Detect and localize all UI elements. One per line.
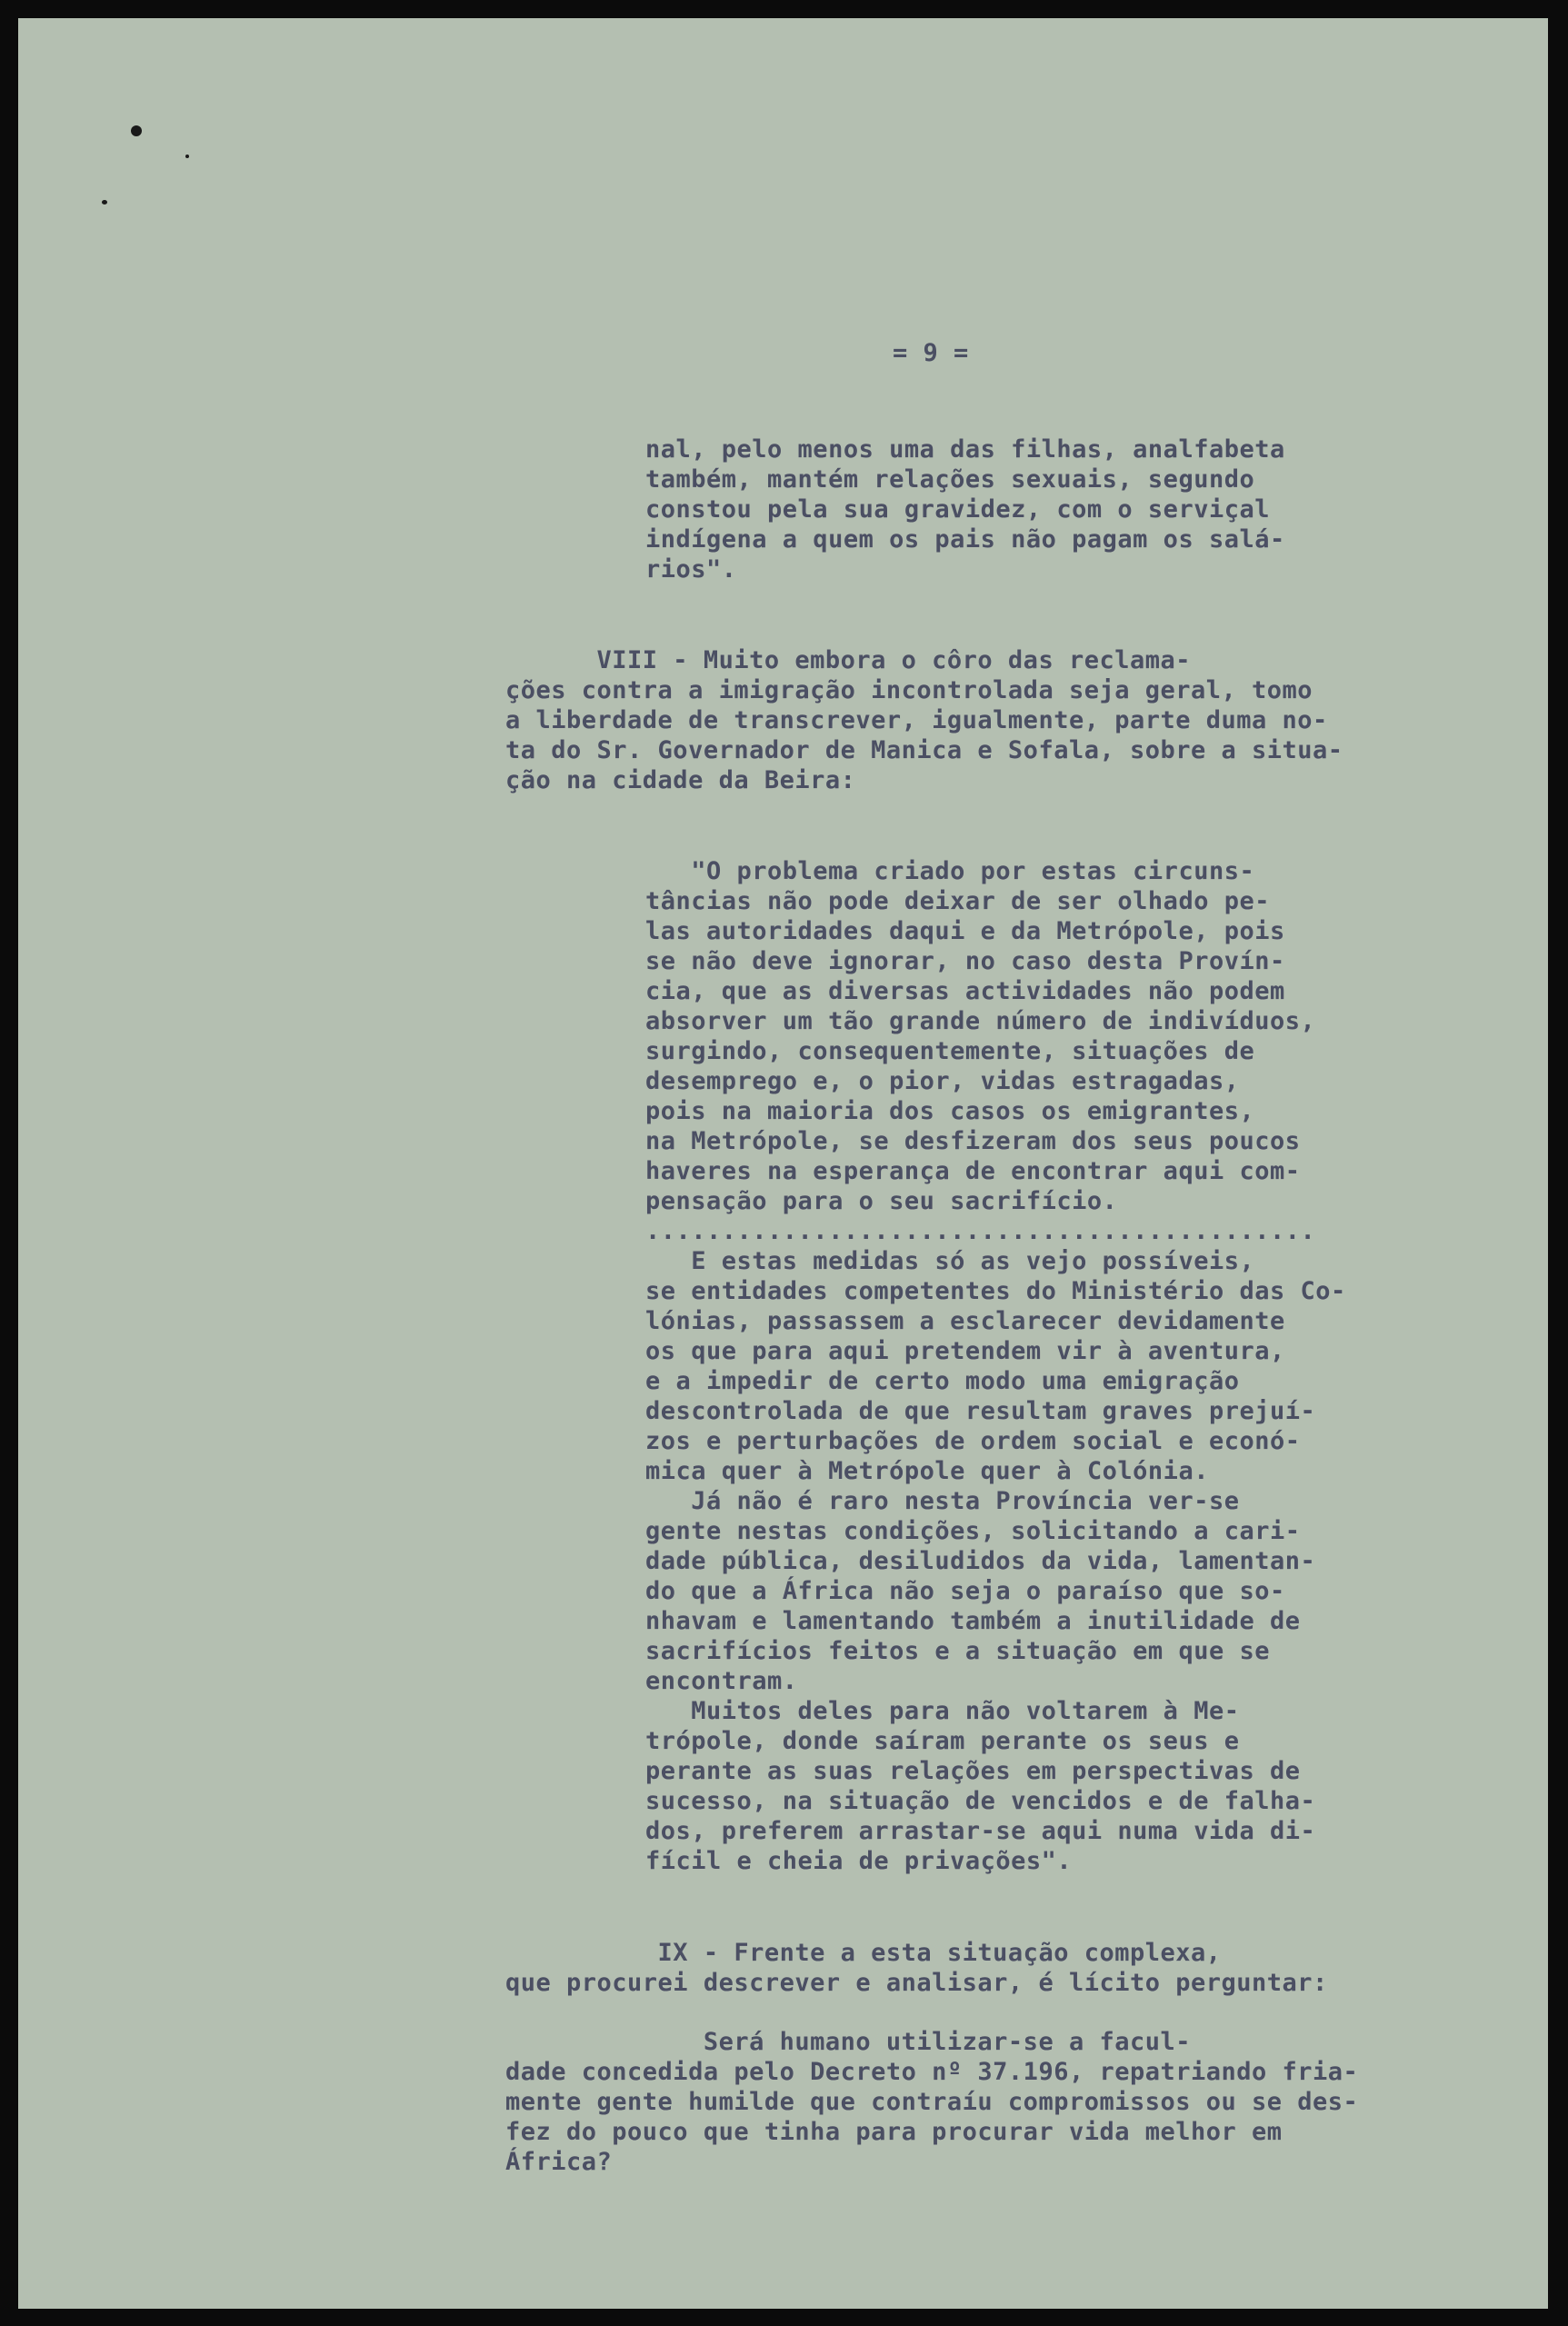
text-line: desemprego e, o pior, vidas estragadas,: [645, 1067, 1240, 1095]
text-line: se entidades competentes do Ministério das Co-: [645, 1277, 1346, 1305]
text-line: se não deve ignorar, no caso desta Provín-: [645, 947, 1285, 975]
text-line: nhavam e lamentando também a inutilidade de: [645, 1607, 1301, 1635]
document-page: [18, 18, 1548, 2309]
text-line: cia, que as diversas actividades não podem: [645, 977, 1285, 1005]
text-line: também, mantém relações sexuais, segundo: [645, 465, 1255, 494]
text-line: mente gente humilde que contraíu compromissos ou se des-: [505, 2088, 1359, 2116]
text-line: pensação para o seu sacrifício.: [645, 1187, 1118, 1215]
text-line: Muitos deles para não voltarem à Me-: [645, 1697, 1240, 1725]
text-line: ............................................: [645, 1217, 1316, 1245]
text-line: fícil e cheia de privações".: [645, 1847, 1073, 1875]
text-line: e a impedir de certo modo uma emigração: [645, 1367, 1240, 1395]
text-line: os que para aqui pretendem vir à aventura,: [645, 1337, 1285, 1365]
text-line: indígena a quem os pais não pagam os salá-: [645, 525, 1285, 554]
text-line: rios".: [645, 555, 737, 584]
text-line: na Metrópole, se desfizeram dos seus poucos: [645, 1127, 1301, 1155]
text-line: que procurei descrever e analisar, é lícito perguntar:: [505, 1969, 1328, 1997]
ink-speck: [102, 200, 107, 205]
text-line: perante as suas relações em perspectivas de: [645, 1757, 1301, 1785]
text-line: dos, preferem arrastar-se aqui numa vida di-: [645, 1817, 1316, 1845]
text-line: África?: [505, 2148, 613, 2176]
section-viii-paragraph: [505, 645, 1343, 795]
text-line: pois na maioria dos casos os emigrantes,: [645, 1097, 1255, 1125]
closing-question: [505, 2027, 1358, 2177]
ink-speck: [131, 125, 142, 136]
text-line: tâncias não pode deixar de ser olhado pe-: [645, 887, 1270, 915]
text-line: ções contra a imigração incontrolada seja geral, tomo: [505, 676, 1313, 704]
text-line: sucesso, na situação de vencidos e de falha-: [645, 1787, 1316, 1815]
text-line: haveres na esperança de encontrar aqui com-: [645, 1157, 1301, 1185]
text-line: lónias, passassem a esclarecer devidamente: [645, 1307, 1285, 1335]
text-line: constou pela sua gravidez, com o serviçal: [645, 495, 1270, 524]
text-line: las autoridades daqui e da Metrópole, pois: [645, 917, 1285, 945]
text-line: VIII - Muito embora o côro das reclama-: [505, 646, 1191, 674]
text-line: mica quer à Metrópole quer à Colónia.: [645, 1457, 1209, 1485]
ink-speck: [185, 155, 189, 158]
governor-quote: [645, 856, 1346, 1876]
text-line: do que a África não seja o paraíso que so-: [645, 1577, 1285, 1605]
text-line: fez do pouco que tinha para procurar vida melhor em: [505, 2118, 1283, 2146]
text-line: zos e perturbações de ordem social e econó-: [645, 1427, 1301, 1455]
text-line: trópole, donde saíram perante os seus e: [645, 1727, 1240, 1755]
text-line: absorver um tão grande número de indivíduos,: [645, 1007, 1316, 1035]
text-line: E estas medidas só as vejo possíveis,: [645, 1247, 1255, 1275]
text-line: Será humano utilizar-se a facul-: [505, 2028, 1191, 2056]
quote-continuation: [645, 434, 1285, 584]
text-line: nal, pelo menos uma das filhas, analfabeta: [645, 435, 1285, 464]
text-line: ção na cidade da Beira:: [505, 766, 856, 794]
text-line: ta do Sr. Governador de Manica e Sofala, sobre a situa-: [505, 736, 1343, 764]
text-line: encontram.: [645, 1667, 798, 1695]
text-line: IX - Frente a esta situação complexa,: [505, 1939, 1222, 1967]
text-line: Já não é raro nesta Província ver-se: [645, 1487, 1240, 1515]
text-line: gente nestas condições, solicitando a cari-: [645, 1517, 1301, 1545]
text-line: dade pública, desiludidos da vida, lamentan-: [645, 1547, 1316, 1575]
text-line: sacrifícios feitos e a situação em que se: [645, 1637, 1270, 1665]
text-line: "O problema criado por estas circuns-: [645, 857, 1255, 885]
text-line: surgindo, consequentemente, situações de: [645, 1037, 1255, 1065]
page-number: = 9 =: [893, 339, 969, 367]
section-ix-paragraph: [505, 1938, 1328, 1998]
text-line: descontrolada de que resultam graves prejuí-: [645, 1397, 1316, 1425]
text-line: a liberdade de transcrever, igualmente, parte duma no-: [505, 706, 1328, 734]
text-line: dade concedida pelo Decreto nº 37.196, repatriando fria-: [505, 2058, 1359, 2086]
